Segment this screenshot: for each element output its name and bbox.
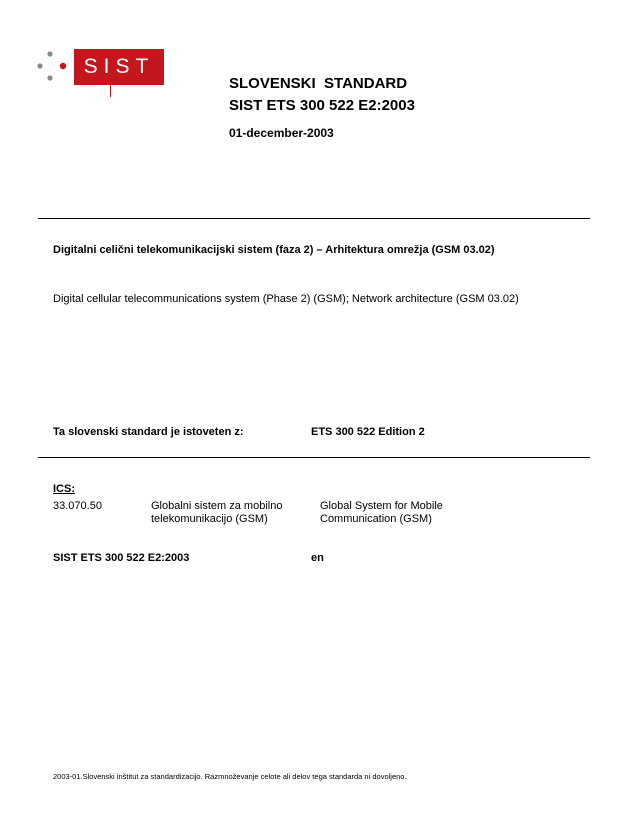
standard-code: SIST ETS 300 522 E2:2003 (229, 97, 415, 114)
ics-label: ICS: (53, 483, 75, 495)
document-language: en (311, 552, 324, 564)
document-code: SIST ETS 300 522 E2:2003 (53, 552, 190, 564)
logo-divider (110, 85, 111, 97)
ics-code: 33.070.50 (53, 500, 102, 512)
identity-label: Ta slovenski standard je istoveten z: (53, 426, 244, 438)
logo-dots-icon (33, 49, 73, 85)
standard-date: 01-december-2003 (229, 126, 334, 140)
logo-text: SIST (83, 55, 155, 78)
identity-value: ETS 300 522 Edition 2 (311, 426, 425, 438)
divider-middle (38, 457, 590, 458)
standard-type: SLOVENSKI STANDARD (229, 75, 408, 92)
title-english: Digital cellular telecommunications system (Phase 2) (GSM); Network architecture (GSM 03.02) (53, 293, 519, 305)
copyright-footer: 2003-01.Slovenski inštitut za standardizacijo. Razmnoževanje celote ali delov tega standarda ni dovoljeno. (53, 772, 407, 781)
divider-top (38, 218, 590, 219)
ics-description-english: Global System for Mobile Communication (GSM) (320, 500, 443, 525)
title-slovenian: Digitalni celični telekomunikacijski sistem (faza 2) – Arhitektura omrežja (GSM 03.02) (53, 244, 495, 256)
sist-logo (74, 49, 164, 85)
ics-description-slovenian: Globalni sistem za mobilno telekomunikacijo (GSM) (151, 500, 283, 525)
